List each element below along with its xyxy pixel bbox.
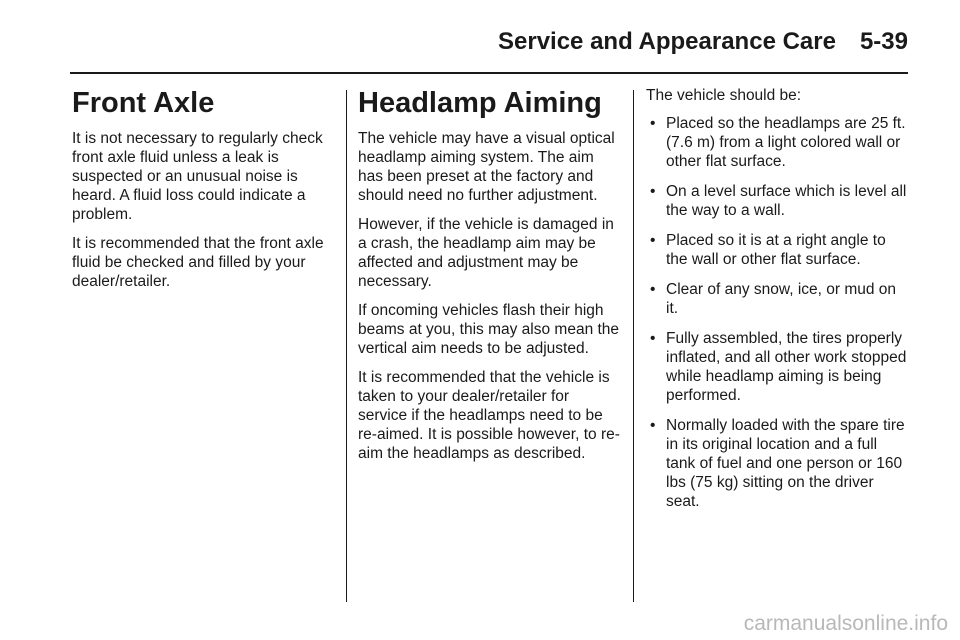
list-item xyxy=(646,329,910,405)
headlamp-aiming-paragraph: If oncoming vehicles flash their high beams at you, this may also mean the vertical aim needs to be adjusted. xyxy=(358,302,620,357)
bullet-icon: • xyxy=(650,232,656,249)
section-title: Service and Appearance Care xyxy=(498,28,836,55)
bullet-icon: • xyxy=(650,417,656,434)
front-axle-heading: Front Axle xyxy=(72,87,215,119)
page-header xyxy=(498,28,908,56)
list-item-text: Fully assembled, the tires properly inflated, and all other work stopped while headlamp aiming is being performed. xyxy=(666,330,907,404)
list-item-text: Placed so it is at a right angle to the wall or other flat surface. xyxy=(666,232,886,268)
list-item xyxy=(646,416,910,511)
bullet-icon: • xyxy=(650,330,656,347)
list-item xyxy=(646,182,910,220)
requirements-list xyxy=(646,114,910,511)
bullet-icon: • xyxy=(650,115,656,132)
requirements-intro: The vehicle should be: xyxy=(646,87,802,104)
list-item xyxy=(646,280,910,318)
page-number: 5-39 xyxy=(859,28,908,55)
list-item-text: Clear of any snow, ice, or mud on it. xyxy=(666,281,897,317)
list-item-text: Normally loaded with the spare tire in its original location and a full tank of fuel and one person or 160 lbs (75 kg) sitting on the driver seat. xyxy=(666,417,905,510)
column-divider-1 xyxy=(346,90,347,602)
list-item-text: Placed so the headlamps are 25 ft. (7.6 m) from a light colored wall or other flat surface. xyxy=(666,115,906,170)
watermark: carmanualsonline.info xyxy=(743,612,948,635)
header-rule xyxy=(70,72,908,74)
column-vehicle-requirements xyxy=(646,86,910,604)
bullet-icon: • xyxy=(650,281,656,298)
list-item xyxy=(646,231,910,269)
headlamp-aiming-paragraph: It is recommended that the vehicle is taken to your dealer/retailer for service if the headlamps need to be re-aimed. It is possible however, to re-aim the headlamps as described. xyxy=(358,369,620,462)
headlamp-aiming-heading: Headlamp Aiming xyxy=(358,87,602,119)
column-front-axle xyxy=(72,86,334,604)
list-item xyxy=(646,114,910,171)
list-item-text: On a level surface which is level all the way to a wall. xyxy=(666,183,907,219)
headlamp-aiming-paragraph: The vehicle may have a visual optical headlamp aiming system. The aim has been preset at the factory and should need no further adjustment. xyxy=(358,130,615,204)
headlamp-aiming-paragraph: However, if the vehicle is damaged in a crash, the headlamp aim may be affected and adjustment may be necessary. xyxy=(358,216,614,290)
front-axle-paragraph: It is not necessary to regularly check front axle fluid unless a leak is suspected or an unusual noise is heard. A fluid loss could indicate a problem. xyxy=(72,130,323,223)
column-divider-2 xyxy=(633,90,634,602)
column-headlamp-aiming xyxy=(358,86,620,604)
front-axle-paragraph: It is recommended that the front axle fluid be checked and filled by your dealer/retailer. xyxy=(72,235,324,290)
bullet-icon: • xyxy=(650,183,656,200)
